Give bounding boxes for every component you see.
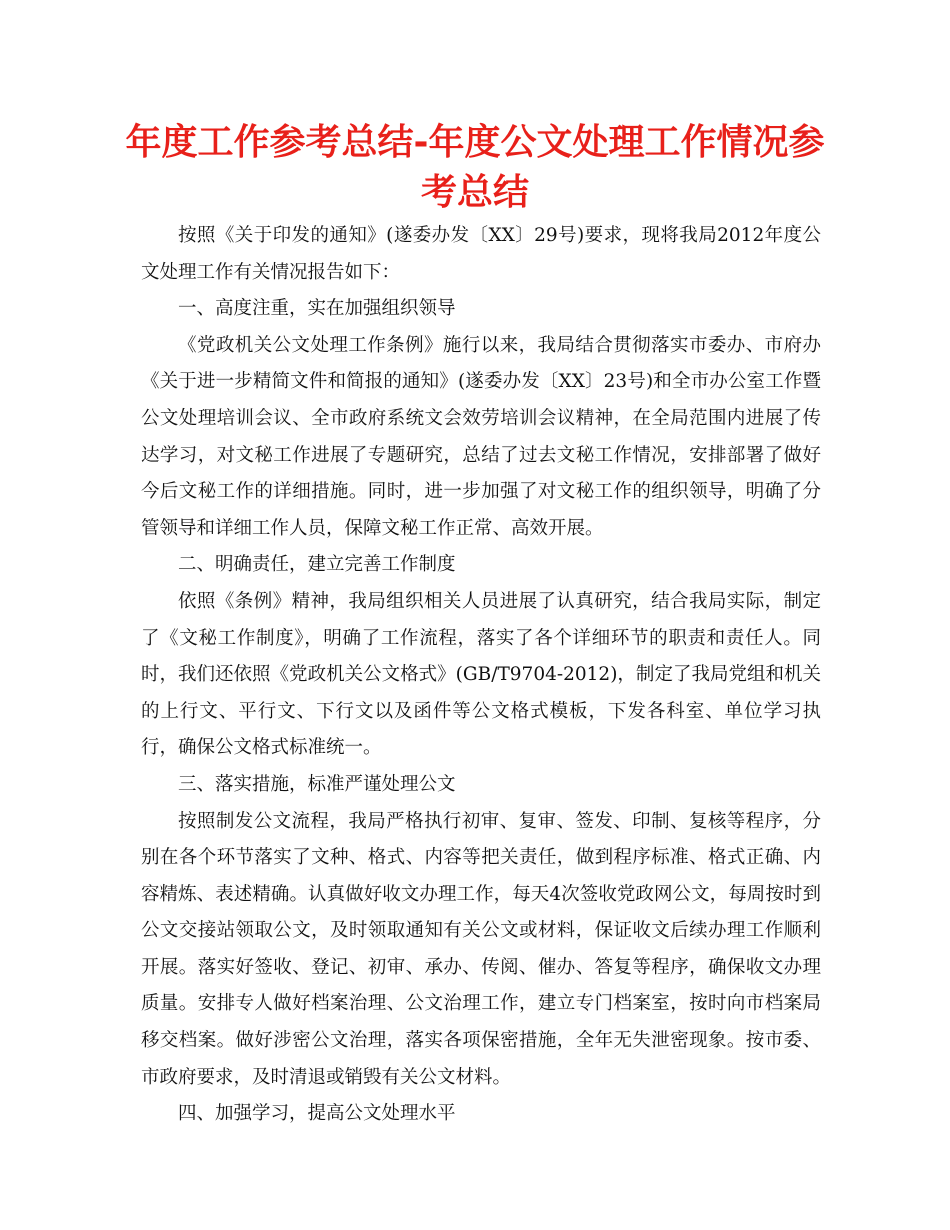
section-2-paragraph: 依照《条例》精神，我局组织相关人员进展了认真研究，结合我局实际，制定了《文秘工作制度》，明确了工作流程，落实了各个详细环节的职责和责任人。同时，我们还依照《党政机关公文格式》(GB/T9704-2012)，制定了我局党组和机关的上行文、平行文、下行文以及函件等公文格式模板，下发各科室、单位学习执行，确保公文格式标准统一。 (141, 590, 821, 759)
section-heading-3: 三、落实措施，标准严谨处理公文 (178, 773, 456, 795)
section-heading-1: 一、高度注重，实在加强组织领导 (178, 298, 456, 320)
intro-paragraph: 按照《关于印发的通知》(遂委办发〔XX〕29号)要求，现将我局2012年度公文处理工作有关情况报告如下： (141, 225, 821, 283)
section-heading-4: 四、加强学习，提高公文处理水平 (178, 1103, 456, 1125)
document-body (141, 218, 821, 1133)
document-title: 年度工作参考总结-年度公文处理工作情况参考总结 (125, 122, 825, 213)
section-3-paragraph: 按照制发公文流程，我局严格执行初审、复审、签发、印制、复核等程序，分别在各个环节落实了文种、格式、内容等把关责任，做到程序标准、格式正确、内容精炼、表述精确。认真做好收文办理工作，每天4次签收党政网公文，每周按时到公文交接站领取公文，及时领取通知有关公文或材料，保证收文后续办理工作顺利开展。落实好签收、登记、初审、承办、传阅、催办、答复等程序，确保收文办理质量。安排专人做好档案治理、公文治理工作，建立专门档案室，按时向市档案局移交档案。做好涉密公文治理，落实各项保密措施，全年无失泄密现象。按市委、市政府要求，及时清退或销毁有关公文材料。 (141, 810, 821, 1088)
section-1-paragraph: 《党政机关公文处理工作条例》施行以来，我局结合贯彻落实市委办、市府办《关于进一步精简文件和简报的通知》(遂委办发〔XX〕23号)和全市办公室工作暨公文处理培训会议、全市政府系统文会效劳培训会议精神，在全局范围内进展了传达学习，对文秘工作进展了专题研究，总结了过去文秘工作情况，安排部署了做好今后文秘工作的详细措施。同时，进一步加强了对文秘工作的组织领导，明确了分管领导和详细工作人员，保障文秘工作正常、高效开展。 (141, 334, 821, 539)
section-heading-2: 二、明确责任，建立完善工作制度 (178, 554, 456, 576)
